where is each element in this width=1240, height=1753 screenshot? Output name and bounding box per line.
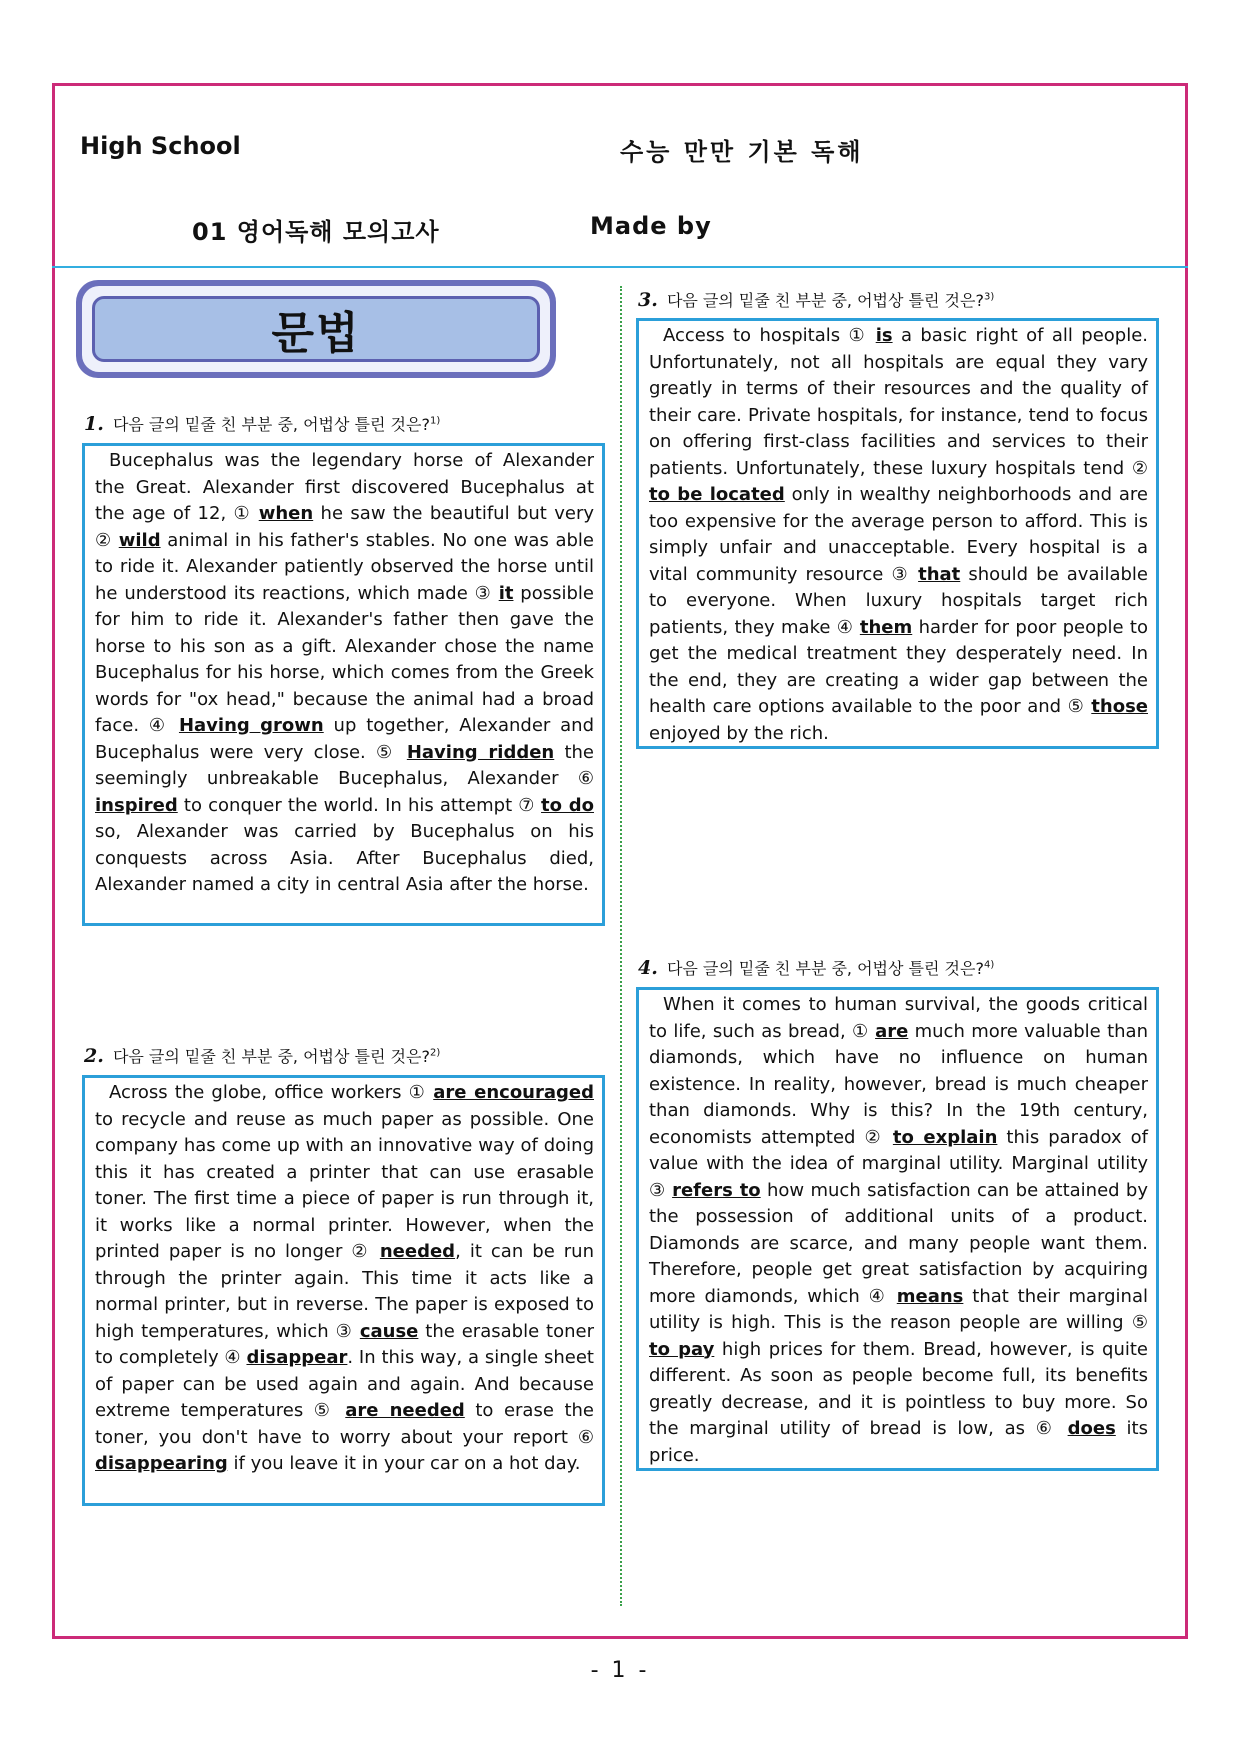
question-number: 3. (638, 289, 658, 311)
underlined-option: needed (379, 1241, 456, 1262)
page-number: - 1 - (590, 1658, 650, 1683)
underlined-option: Having ridden (406, 741, 555, 763)
question-3-title (638, 288, 994, 311)
footnote-mark: 3) (983, 291, 995, 303)
passage-segment: a basic right of all people. Unfortunately, not all hospitals are equal they vary greatly in terms of their resources and the quality of their care. Private hospitals, for instance, tend to focus on offering first-class facilities and services to their patients. Unfortunately, these luxury hospitals tend ② (649, 325, 1149, 479)
passage-segment: how much satisfaction can be attained by the possession of additional units of a product. Diamonds are scarce, and many people want them. Therefore, people get great satisfaction by acquiring more diamonds, which ④ (649, 1179, 1149, 1307)
passage-segment: that their marginal utility is high. This is the reason people are willing ⑤ (649, 1285, 1148, 1333)
passage-segment: its price. (649, 1418, 1148, 1466)
passage-segment: to erase the toner, you don't have to worry about your report ⑥ (95, 1400, 594, 1448)
passage-segment: high prices for them. Bread, however, is quite different. As soon as people become full, its benefits greatly decrease, and it is pointless to buy more. So the marginal utility of bread is low, as ⑥ (649, 1338, 1148, 1439)
passage-segment: if you leave it in your car on a hot day. (227, 1453, 581, 1474)
question-number: 4. (638, 957, 658, 979)
passage-segment: to conquer the world. In his attempt ⑦ (177, 794, 542, 816)
underlined-option: to be located (649, 484, 785, 505)
underlined-option: to pay (649, 1338, 715, 1360)
question-1-title (84, 412, 440, 435)
passage-text (649, 323, 1148, 747)
passage-segment: enjoyed by the rich. (649, 722, 829, 744)
underlined-option: means (896, 1285, 964, 1307)
section-badge (76, 280, 556, 378)
passage-segment: he saw the beautiful but very ② (95, 503, 594, 551)
underlined-option: refers to (672, 1179, 761, 1201)
underlined-option: inspired (95, 794, 178, 816)
underlined-option: to do (541, 794, 594, 816)
question-prompt: 다음 글의 밑줄 친 부분 중, 어법상 틀린 것은? (666, 291, 984, 310)
question-4-passage (636, 987, 1159, 1471)
series-title: 수능 만만 기본 독해 (620, 138, 864, 166)
level-label: High School (80, 132, 241, 160)
underlined-option: those (1091, 696, 1148, 717)
passage-segment: , it can be run through the printer again. This time it acts like a normal printer, but in reverse. The paper is exposed to high temperatures, which ③ (95, 1241, 595, 1342)
question-4-title (638, 956, 994, 979)
passage-segment: this paradox of value with the idea of marginal utility. Marginal utility ③ (649, 1126, 1148, 1201)
passage-segment: up together, Alexander and Bucephalus were very close. ⑤ (95, 715, 595, 763)
underlined-option: Having grown (178, 715, 324, 736)
passage-text (649, 992, 1148, 1469)
underlined-option: does (1067, 1418, 1116, 1439)
question-prompt: 다음 글의 밑줄 친 부분 중, 어법상 틀린 것은? (112, 1047, 430, 1066)
question-1-passage (82, 443, 605, 926)
underlined-option: are needed (345, 1400, 465, 1421)
underlined-option: that (918, 563, 961, 585)
passage-segment: Access to hospitals ① (663, 325, 876, 346)
underlined-option: cause (359, 1320, 419, 1342)
passage-segment: to recycle and reuse as much paper as possible. One company has come up with an innovative way of doing this it has created a printer that can use erasable toner. The first time a piece of paper is run through it, it works like a normal printer. However, when the printed paper is no longer ② (95, 1108, 594, 1262)
author-label: Made by (590, 212, 712, 240)
underlined-option: it (498, 582, 514, 604)
passage-segment: should be available to everyone. When luxury hospitals target rich patients, they make ④ (649, 563, 1149, 638)
underlined-option: are encouraged (433, 1082, 594, 1103)
passage-segment: . In this way, a single sheet of paper can be used again and again. And because extreme temperatures ⑤ (95, 1347, 594, 1421)
footnote-mark: 4) (983, 959, 995, 971)
unit-title: 01 영어독해 모의고사 (192, 218, 440, 246)
question-prompt: 다음 글의 밑줄 친 부분 중, 어법상 틀린 것은? (112, 415, 430, 434)
passage-text (95, 448, 594, 899)
underlined-option: are (875, 1020, 909, 1042)
underlined-option: is (875, 325, 893, 346)
passage-segment: harder for poor people to get the medical treatment they desperately need. In the end, they are creating a wider gap between the health care options available to the poor and ⑤ (649, 616, 1148, 717)
passage-segment: Bucephalus was the legendary horse of Alexander the Great. Alexander first discovered Bucephalus at the age of 12, ① (95, 450, 594, 524)
passage-segment: only in wealthy neighborhoods and are too expensive for the average person to afford. This is simply unfair and unacceptable. Every hospital is a vital community resource ③ (649, 484, 1148, 585)
column-divider (620, 286, 622, 1606)
underlined-option: when (258, 503, 314, 524)
header-divider (52, 266, 1188, 268)
passage-segment: When it comes to human survival, the goods critical to life, such as bread, ① (649, 994, 1148, 1042)
underlined-option: them (859, 616, 913, 638)
passage-segment: the seemingly unbreakable Bucephalus, Alexander ⑥ (95, 741, 595, 789)
passage-text (95, 1080, 594, 1478)
passage-segment: much more valuable than diamonds, which have no influence on human existence. In reality, however, bread is much cheaper than diamonds. Why is this? In the 19th century, economists attempted ② (649, 1020, 1148, 1148)
question-3-passage (636, 318, 1159, 749)
question-prompt: 다음 글의 밑줄 친 부분 중, 어법상 틀린 것은? (666, 959, 984, 978)
passage-segment: Across the globe, office workers ① (109, 1082, 434, 1103)
underlined-option: wild (118, 529, 161, 551)
passage-segment: so, Alexander was carried by Bucephalus on his conquests across Asia. After Bucephalus died, Alexander named a city in central Asia after the horse. (95, 821, 594, 895)
question-2-passage (82, 1075, 605, 1506)
section-label: 문법 (271, 308, 361, 359)
question-number: 2. (84, 1045, 104, 1067)
question-number: 1. (84, 413, 104, 435)
underlined-option: disappear (246, 1347, 348, 1368)
question-2-title (84, 1044, 440, 1067)
passage-segment: possible for him to ride it. Alexander's father then gave the horse to his son as a gift. Alexander chose the name Bucephalus for his horse, which comes from the Greek words for "ox head," because the animal had a broad face. ④ (95, 582, 594, 736)
footnote-mark: 1) (429, 415, 441, 427)
underlined-option: to explain (892, 1126, 998, 1148)
footnote-mark: 2) (429, 1047, 441, 1059)
passage-segment: the erasable toner to completely ④ (95, 1320, 594, 1368)
underlined-option: disappearing (95, 1453, 228, 1474)
passage-segment: animal in his father's stables. No one was able to ride it. Alexander patiently observed the horse until he understood its reactions, which made ③ (95, 529, 595, 604)
